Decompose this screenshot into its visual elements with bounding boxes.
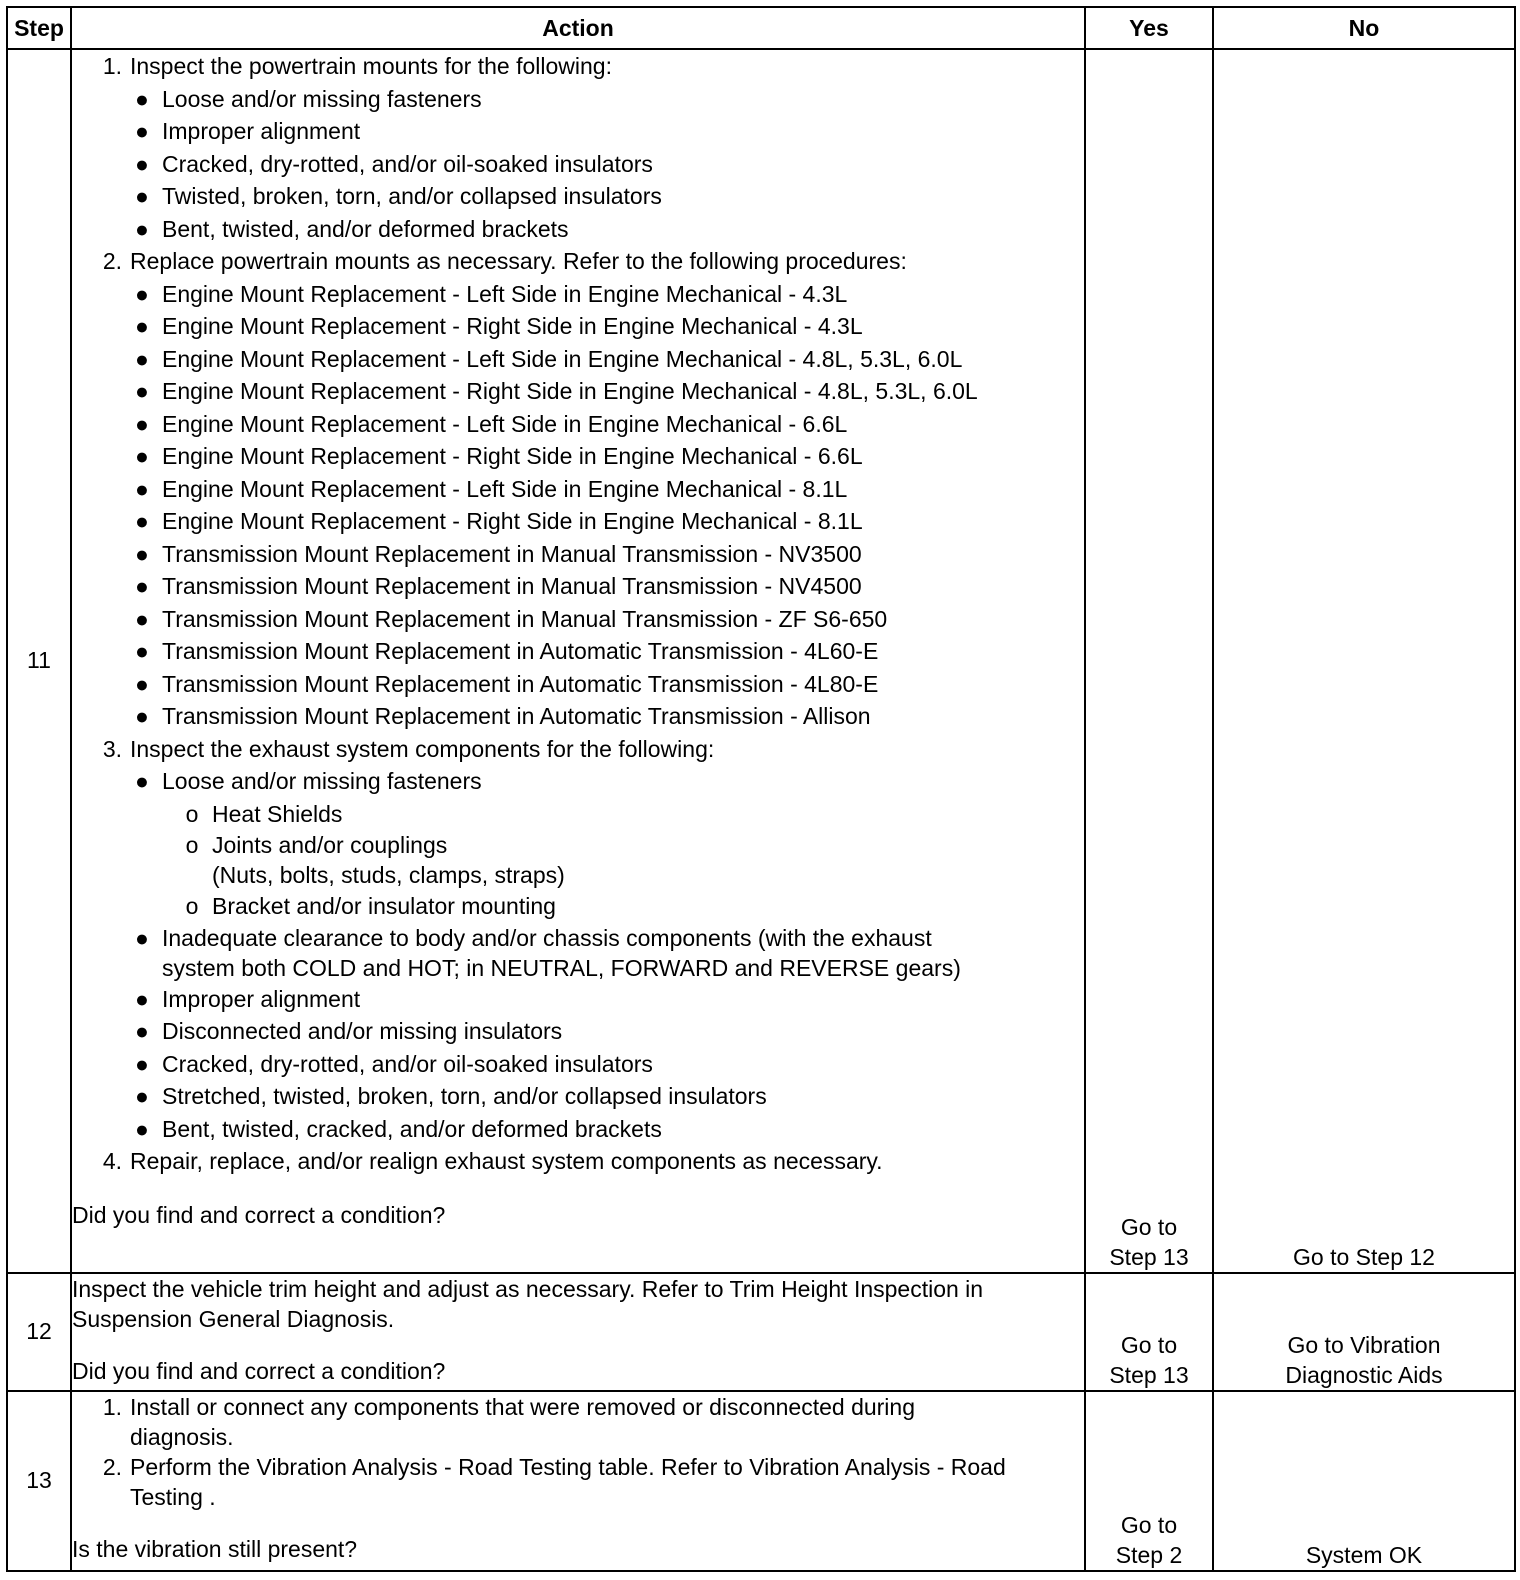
bullet-item xyxy=(72,538,1084,571)
bullet-item xyxy=(72,278,1084,311)
list-number: 2. xyxy=(102,248,122,274)
header-no: No xyxy=(1213,7,1515,49)
sub-bullet-item xyxy=(72,798,1084,831)
step-12-yes[interactable]: Go to Step 13 xyxy=(1085,1273,1213,1391)
spacer xyxy=(72,1512,1084,1534)
header-row xyxy=(7,7,1515,49)
step-12-text-line: Suspension General Diagnosis. xyxy=(72,1305,395,1332)
step-12-no[interactable]: Go to Vibration Diagnostic Aids xyxy=(1213,1273,1515,1391)
bullet-icon: ● xyxy=(135,85,149,112)
bullet-item xyxy=(72,343,1084,376)
bullet-item xyxy=(72,570,1084,603)
bullet-item xyxy=(72,375,1084,408)
header-action: Action xyxy=(71,7,1085,49)
header-step: Step xyxy=(7,7,71,49)
list-item xyxy=(72,50,1084,83)
bullet-item xyxy=(72,603,1084,636)
list-continuation: Testing . xyxy=(130,1483,216,1510)
bullet-item xyxy=(72,700,1084,733)
bullet-icon: ● xyxy=(135,573,149,599)
bullet-icon: ● xyxy=(135,378,149,404)
bullet-item xyxy=(72,473,1084,506)
bullet-item xyxy=(72,1015,1084,1048)
bullet-item xyxy=(72,213,1084,246)
list-item xyxy=(72,1145,1084,1178)
list-number: 1. xyxy=(102,53,122,79)
step-12-action xyxy=(71,1273,1085,1391)
sub-bullet-continuation: (Nuts, bolts, studs, clamps, straps) xyxy=(212,862,565,888)
bullet-icon: ● xyxy=(135,924,149,951)
bullet-icon: ● xyxy=(135,215,149,242)
bullet-item xyxy=(72,440,1084,473)
sub-bullet-text: Bracket and/or insulator mounting xyxy=(212,893,556,919)
procedure-link[interactable]: Engine Mount Replacement - Left Side in Engine Mechanical - 4.3L xyxy=(162,280,848,307)
bullet-text: Stretched, twisted, broken, torn, and/or collapsed insulators xyxy=(162,1083,767,1109)
bullet-text: Disconnected and/or missing insulators xyxy=(162,1018,563,1044)
step-12-question: Did you find and correct a condition? xyxy=(72,1357,446,1384)
bullet-icon: ● xyxy=(135,118,149,144)
bullet-text: Cracked, dry-rotted, and/or oil-soaked insulators xyxy=(162,150,653,177)
bullet-item xyxy=(72,83,1084,116)
sub-bullet-text: Heat Shields xyxy=(212,800,343,827)
step-13-no[interactable]: System OK xyxy=(1213,1391,1515,1571)
step-11-yes[interactable]: Go to Step 13 xyxy=(1085,49,1213,1273)
step-13-yes[interactable]: Go to Step 2 xyxy=(1085,1391,1213,1571)
bullet-icon: ● xyxy=(135,670,149,697)
bullet-item xyxy=(72,180,1084,213)
procedure-link[interactable]: Engine Mount Replacement - Left Side in Engine Mechanical - 4.8L, 5.3L, 6.0L xyxy=(162,345,963,372)
step-12-row xyxy=(7,1273,1515,1391)
bullet-icon: ● xyxy=(135,985,149,1012)
bullet-item xyxy=(72,923,1084,953)
bullet-icon: ● xyxy=(135,475,149,502)
bullet-icon: ● xyxy=(135,183,149,209)
bullet-text: Inadequate clearance to body and/or chassis components (with the exhaust xyxy=(162,924,932,951)
bullet-icon: ● xyxy=(135,1050,149,1077)
list-number: 3. xyxy=(102,735,122,762)
step-13-action xyxy=(71,1391,1085,1571)
step-11-number: 11 xyxy=(7,49,71,1273)
bullet-icon: ● xyxy=(135,703,149,729)
procedure-link[interactable]: Transmission Mount Replacement in Manual Transmission - ZF S6-650 xyxy=(162,605,888,632)
bullet-icon: ● xyxy=(135,540,149,567)
list-number: 4. xyxy=(102,1148,122,1174)
list-text: Install or connect any components that were removed or disconnected during xyxy=(130,1393,915,1420)
list-continuation: diagnosis. xyxy=(130,1423,234,1450)
procedure-link[interactable]: Transmission Mount Replacement in Automatic Transmission - 4L80-E xyxy=(162,670,879,697)
bullet-icon: ● xyxy=(135,508,149,534)
procedure-link[interactable]: Transmission Mount Replacement in Manual Transmission - NV3500 xyxy=(162,540,862,567)
bullet-item xyxy=(72,505,1084,538)
list-text: Replace powertrain mounts as necessary. Refer to the following procedures: xyxy=(130,248,907,274)
bullet-text: Twisted, broken, torn, and/or collapsed insulators xyxy=(162,183,662,209)
procedure-link[interactable]: Engine Mount Replacement - Right Side in Engine Mechanical - 4.8L, 5.3L, 6.0L xyxy=(162,378,978,404)
step-12-number: 12 xyxy=(7,1273,71,1391)
bullet-item xyxy=(72,310,1084,343)
bullet-text: Bent, twisted, and/or deformed brackets xyxy=(162,215,569,242)
procedure-link[interactable]: Engine Mount Replacement - Right Side in Engine Mechanical - 8.1L xyxy=(162,508,863,534)
circle-bullet-icon: o xyxy=(185,832,199,858)
bullet-icon: ● xyxy=(135,1018,149,1044)
bullet-item xyxy=(72,765,1084,798)
step-11-no[interactable]: Go to Step 12 xyxy=(1213,49,1515,1273)
bullet-icon: ● xyxy=(135,313,149,339)
bullet-icon: ● xyxy=(135,768,149,794)
header-yes: Yes xyxy=(1085,7,1213,49)
step-13-number: 13 xyxy=(7,1391,71,1571)
bullet-icon: ● xyxy=(135,410,149,437)
procedure-link[interactable]: Transmission Mount Replacement in Automatic Transmission - Allison xyxy=(162,703,871,729)
list-text: Repair, replace, and/or realign exhaust system components as necessary. xyxy=(130,1148,883,1174)
bullet-item xyxy=(72,408,1084,441)
bullet-icon: ● xyxy=(135,1083,149,1109)
procedure-link[interactable]: Engine Mount Replacement - Right Side in Engine Mechanical - 4.3L xyxy=(162,313,863,339)
procedure-link[interactable]: Engine Mount Replacement - Right Side in Engine Mechanical - 6.6L xyxy=(162,443,863,469)
step-13-row xyxy=(7,1391,1515,1571)
sub-bullet-item xyxy=(72,890,1084,923)
bullet-text: Bent, twisted, cracked, and/or deformed brackets xyxy=(162,1115,662,1142)
bullet-icon: ● xyxy=(135,345,149,372)
list-text: Inspect the exhaust system components for the following: xyxy=(130,735,715,762)
procedure-link[interactable]: Engine Mount Replacement - Left Side in Engine Mechanical - 6.6L xyxy=(162,410,848,437)
bullet-text: Loose and/or missing fasteners xyxy=(162,85,482,112)
bullet-icon: ● xyxy=(135,1115,149,1142)
bullet-item xyxy=(72,668,1084,701)
list-number: 2. xyxy=(102,1453,122,1480)
procedure-link[interactable]: Transmission Mount Replacement in Manual Transmission - NV4500 xyxy=(162,573,862,599)
spacer xyxy=(72,1334,1084,1356)
bullet-item xyxy=(72,1048,1084,1081)
bullet-text: Improper alignment xyxy=(162,118,361,144)
list-item xyxy=(72,733,1084,766)
step-11-row xyxy=(7,49,1515,1273)
bullet-icon: ● xyxy=(135,443,149,469)
procedure-link[interactable]: Engine Mount Replacement - Left Side in Engine Mechanical - 8.1L xyxy=(162,475,848,502)
bullet-item xyxy=(72,115,1084,148)
step-12-text-line: Inspect the vehicle trim height and adjust as necessary. Refer to Trim Height Inspection in xyxy=(72,1275,984,1302)
list-item xyxy=(72,245,1084,278)
list-item xyxy=(72,1392,1084,1422)
bullet-continuation: system both COLD and HOT; in NEUTRAL, FORWARD and REVERSE gears) xyxy=(162,954,961,981)
step-13-question: Is the vibration still present? xyxy=(72,1535,358,1562)
list-number: 1. xyxy=(102,1393,122,1420)
sub-bullet-item xyxy=(72,830,1084,860)
bullet-item xyxy=(72,635,1084,668)
bullet-text: Loose and/or missing fasteners xyxy=(162,768,482,794)
list-item xyxy=(72,1452,1084,1482)
bullet-icon: ● xyxy=(135,638,149,664)
step-11-question: Did you find and correct a condition? xyxy=(72,1201,446,1228)
circle-bullet-icon: o xyxy=(185,800,199,827)
bullet-icon: ● xyxy=(135,150,149,177)
bullet-text: Improper alignment xyxy=(162,985,361,1012)
bullet-item xyxy=(72,1113,1084,1146)
spacer xyxy=(72,1178,1084,1200)
list-text: Inspect the powertrain mounts for the following: xyxy=(130,53,612,79)
step-11-action xyxy=(71,49,1085,1273)
bullet-text: Cracked, dry-rotted, and/or oil-soaked insulators xyxy=(162,1050,653,1077)
bullet-item xyxy=(72,148,1084,181)
bullet-icon: ● xyxy=(135,280,149,307)
bullet-item xyxy=(72,983,1084,1016)
circle-bullet-icon: o xyxy=(185,893,199,919)
bullet-item xyxy=(72,1080,1084,1113)
diagnostic-table xyxy=(6,6,1516,1572)
procedure-link[interactable]: Transmission Mount Replacement in Automatic Transmission - 4L60-E xyxy=(162,638,879,664)
list-text: Perform the Vibration Analysis - Road Testing table. Refer to Vibration Analysis - Road xyxy=(130,1453,1006,1480)
sub-bullet-text: Joints and/or couplings xyxy=(212,832,448,858)
bullet-icon: ● xyxy=(135,605,149,632)
